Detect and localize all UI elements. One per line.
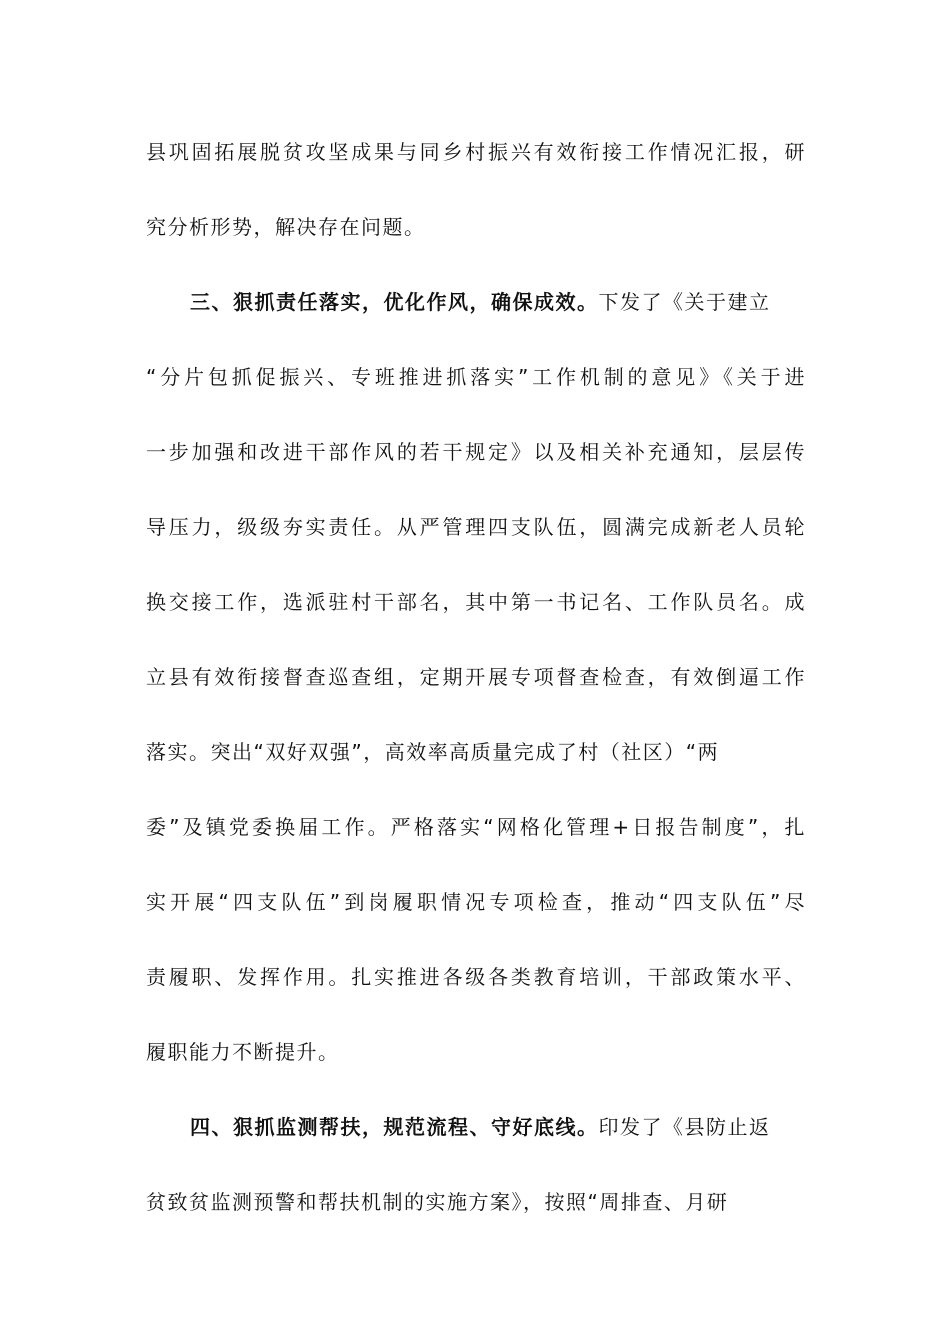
section-3-text: 下发了《关于建立 [598, 290, 771, 314]
paragraph-line: 实开展“四支队伍”到岗履职情况专项检查，推动“四支队伍”尽 [146, 890, 806, 914]
paragraph-line: 县巩固拓展脱贫攻坚成果与同乡村振兴有效衔接工作情况汇报，研 [146, 140, 806, 164]
paragraph-line: 履职能力不断提升。 [146, 1040, 340, 1064]
paragraph-line: 落实。突出“双好双强”，高效率高质量完成了村（社区）“两 [146, 740, 720, 764]
paragraph-line: 究分析形势，解决存在问题。 [146, 215, 426, 239]
paragraph-line: 委”及镇党委换届工作。严格落实“网格化管理+日报告制度”，扎 [146, 815, 806, 839]
section-3-heading: 三、狠抓责任落实，优化作风，确保成效。 [190, 290, 599, 314]
paragraph-line: 责履职、发挥作用。扎实推进各级各类教育培训，干部政策水平、 [146, 965, 806, 989]
section-4-first-line [190, 1113, 806, 1141]
paragraph-line: 一步加强和改进干部作风的若干规定》以及相关补充通知，层层传 [146, 440, 806, 464]
paragraph-line: “分片包抓促振兴、专班推进抓落实”工作机制的意见》《关于进 [146, 365, 806, 389]
paragraph-line: 立县有效衔接督查巡查组，定期开展专项督查检查，有效倒逼工作 [146, 665, 806, 689]
paragraph-line: 导压力，级级夯实责任。从严管理四支队伍，圆满完成新老人员轮 [146, 515, 806, 539]
section-4-heading: 四、狠抓监测帮扶，规范流程、守好底线。 [190, 1115, 599, 1139]
section-4-text: 印发了《县防止返 [598, 1115, 771, 1139]
section-3-first-line [190, 288, 806, 316]
paragraph-line: 贫致贫监测预警和帮扶机制的实施方案》，按照“周排查、月研 [146, 1190, 729, 1214]
paragraph-line: 换交接工作，选派驻村干部名，其中第一书记名、工作队员名。成 [146, 590, 806, 614]
